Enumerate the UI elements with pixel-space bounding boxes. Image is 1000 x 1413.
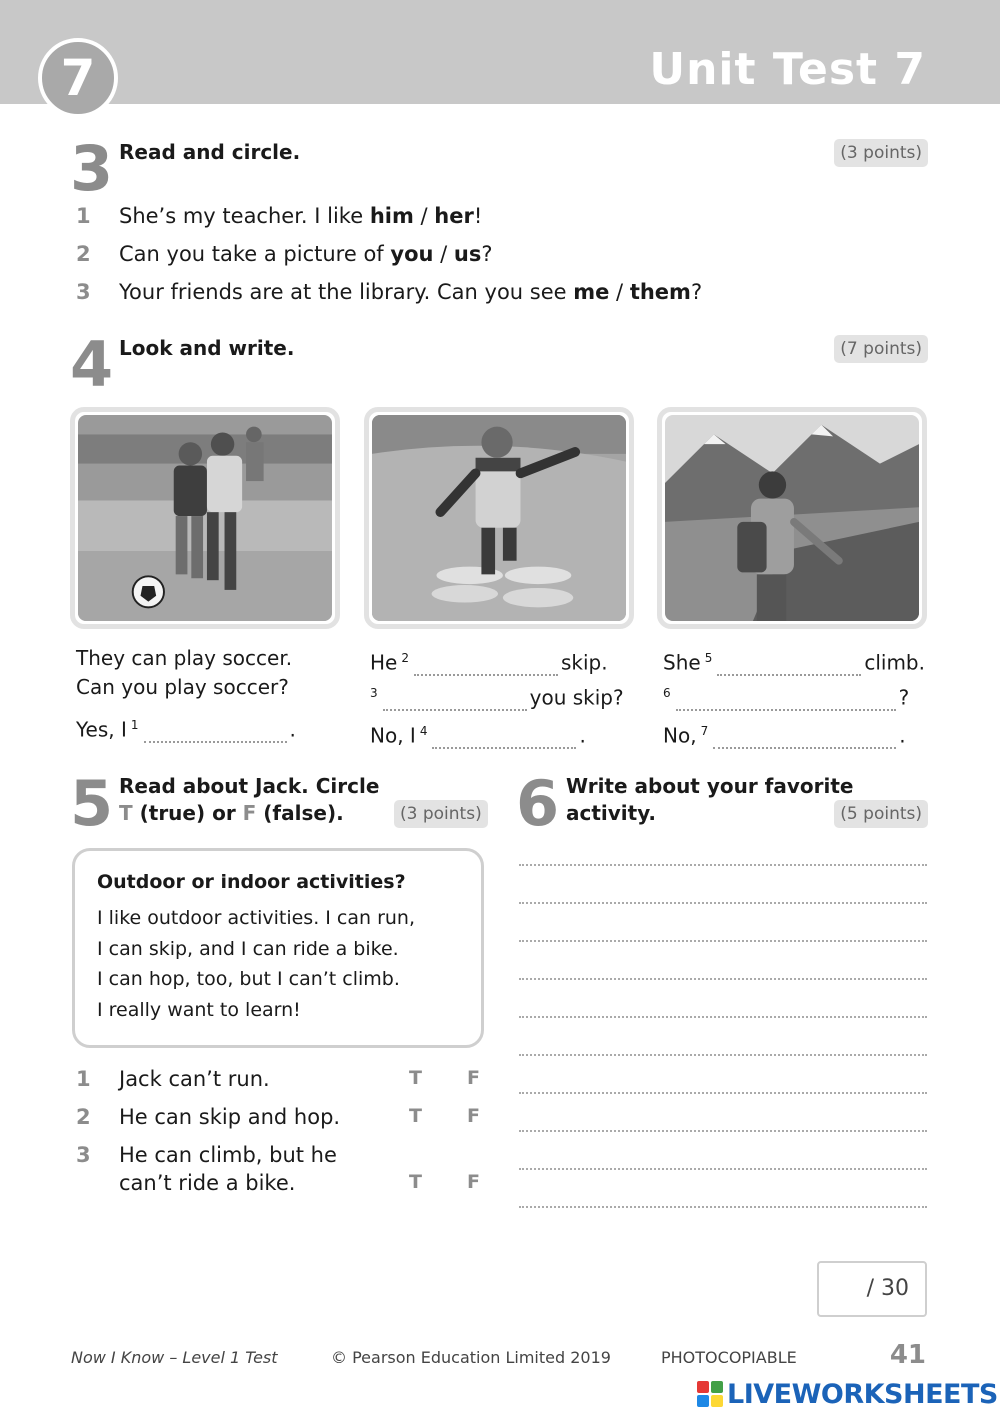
- photo-climbing: [657, 407, 927, 629]
- false-option-1[interactable]: F: [467, 1067, 480, 1089]
- option-me[interactable]: me: [573, 280, 610, 304]
- item-text: Can you take a picture of: [119, 242, 391, 266]
- blank-number: 6: [663, 686, 671, 700]
- section-4-number: 4: [70, 328, 114, 401]
- item-number: 1: [76, 1067, 91, 1091]
- blank-number: 4: [419, 724, 428, 738]
- section-3-number: 3: [70, 132, 114, 205]
- item-text: can’t ride a bike.: [119, 1171, 296, 1195]
- logo-squares-icon: [697, 1381, 723, 1407]
- page-title: Unit Test 7: [649, 44, 926, 95]
- false-letter: F: [242, 801, 257, 825]
- item-text: She’s my teacher. I like: [119, 204, 370, 228]
- footer-copyright: © Pearson Education Limited 2019: [331, 1348, 611, 1367]
- answer-blank-1[interactable]: [144, 723, 287, 743]
- writing-line[interactable]: [519, 1168, 927, 1170]
- text: you skip?: [529, 685, 624, 710]
- watermark-text: LIVEWORKSHEETS: [727, 1378, 998, 1410]
- footer-book-title: Now I Know – Level 1 Test: [71, 1348, 278, 1367]
- liveworksheets-logo: [697, 1378, 998, 1410]
- text: .: [289, 717, 296, 742]
- text: ?: [898, 685, 910, 710]
- true-option-1[interactable]: T: [409, 1067, 422, 1089]
- writing-line[interactable]: [519, 978, 927, 980]
- blank-number: 5: [704, 651, 713, 665]
- item-punct: ?: [481, 242, 493, 266]
- section-5-title: [119, 773, 379, 827]
- section-6-title: [566, 773, 854, 827]
- reading-line: I really want to learn!: [97, 998, 301, 1021]
- item-punct: !: [473, 204, 483, 228]
- text: She: [663, 650, 701, 675]
- writing-line[interactable]: [519, 1130, 927, 1132]
- reading-line: I can hop, too, but I can’t climb.: [97, 968, 400, 990]
- text: .: [899, 723, 906, 748]
- option-separator: /: [433, 242, 454, 266]
- reading-text-box: [72, 848, 484, 1048]
- title-line: Write about your favorite: [566, 774, 854, 798]
- answer-blank-2[interactable]: [414, 656, 558, 676]
- item-number: 1: [76, 204, 91, 228]
- item-number: 2: [76, 1105, 91, 1129]
- col2-line2: [370, 680, 624, 711]
- writing-line[interactable]: [519, 902, 927, 904]
- true-option-3[interactable]: T: [409, 1171, 422, 1193]
- option-them[interactable]: them: [629, 280, 691, 304]
- col1-line2: Can you play soccer?: [76, 675, 289, 699]
- photo-soccer: [70, 407, 340, 629]
- section-3-title: Read and circle.: [119, 140, 301, 164]
- section-4-title: Look and write.: [119, 336, 295, 360]
- col1-line3: [76, 712, 296, 743]
- text: Yes, I: [76, 717, 127, 742]
- section-6-points: (5 points): [834, 800, 928, 828]
- footer-photocopiable: PHOTOCOPIABLE: [661, 1348, 797, 1367]
- score-box: / 30: [817, 1261, 927, 1317]
- text: skip.: [560, 650, 608, 675]
- text: climb.: [864, 650, 925, 675]
- title-line: activity.: [566, 801, 657, 825]
- blank-number: 2: [401, 651, 409, 665]
- text: No,: [663, 723, 697, 748]
- option-us[interactable]: us: [453, 242, 482, 266]
- true-letter: T: [119, 801, 133, 825]
- option-him[interactable]: him: [369, 204, 414, 228]
- section-5-number: 5: [70, 767, 114, 840]
- writing-line[interactable]: [519, 864, 927, 866]
- option-separator: /: [609, 280, 630, 304]
- unit-number-badge: 7: [38, 38, 118, 118]
- section-4-points: (7 points): [834, 335, 928, 363]
- item-punct: ?: [690, 280, 703, 304]
- option-her[interactable]: her: [434, 204, 474, 228]
- blank-number: 3: [370, 686, 378, 700]
- writing-line[interactable]: [519, 1054, 927, 1056]
- title-text: (false).: [256, 801, 344, 825]
- title-text: (true) or: [132, 801, 243, 825]
- page-number: 41: [889, 1340, 926, 1370]
- text: No, I: [370, 723, 416, 748]
- writing-line[interactable]: [519, 940, 927, 942]
- blank-number: 7: [700, 724, 709, 738]
- section-6-number: 6: [516, 767, 560, 840]
- true-option-2[interactable]: T: [409, 1105, 422, 1127]
- option-you[interactable]: you: [390, 242, 434, 266]
- col2-line1: [370, 645, 608, 676]
- col2-line3: [370, 718, 586, 749]
- reading-title: Outdoor or indoor activities?: [97, 871, 406, 893]
- answer-blank-5[interactable]: [717, 656, 861, 676]
- col3-line1: [663, 645, 925, 676]
- text: He: [370, 650, 398, 675]
- title-line: Read about Jack. Circle: [119, 774, 380, 798]
- item-number: 3: [76, 280, 91, 304]
- photo-skipping: [364, 407, 634, 629]
- writing-line[interactable]: [519, 1206, 927, 1208]
- answer-blank-6[interactable]: [676, 691, 896, 711]
- writing-line[interactable]: [519, 1016, 927, 1018]
- section-5-points: (3 points): [394, 800, 488, 828]
- blank-number: 1: [130, 718, 139, 732]
- item-text: He can skip and hop.: [119, 1105, 341, 1129]
- reading-line: I like outdoor activities. I can run,: [97, 907, 416, 929]
- item-number: 3: [76, 1143, 91, 1167]
- item-text: He can climb, but he: [119, 1143, 337, 1167]
- text: .: [579, 723, 586, 748]
- answer-blank-3[interactable]: [383, 691, 527, 711]
- item-text: Your friends are at the library. Can you see: [119, 280, 574, 304]
- col1-line1: They can play soccer.: [76, 646, 293, 670]
- answer-blank-4[interactable]: [432, 729, 576, 749]
- section-3-points: (3 points): [834, 139, 928, 167]
- writing-line[interactable]: [519, 1092, 927, 1094]
- option-separator: /: [413, 204, 435, 228]
- false-option-2[interactable]: F: [467, 1105, 480, 1127]
- item-text: Jack can’t run.: [119, 1067, 270, 1091]
- reading-line: I can skip, and I can ride a bike.: [97, 937, 399, 960]
- false-option-3[interactable]: F: [467, 1171, 480, 1193]
- item-number: 2: [76, 242, 91, 266]
- col3-line2: [663, 680, 909, 711]
- answer-blank-7[interactable]: [713, 729, 896, 749]
- col3-line3: [663, 718, 906, 749]
